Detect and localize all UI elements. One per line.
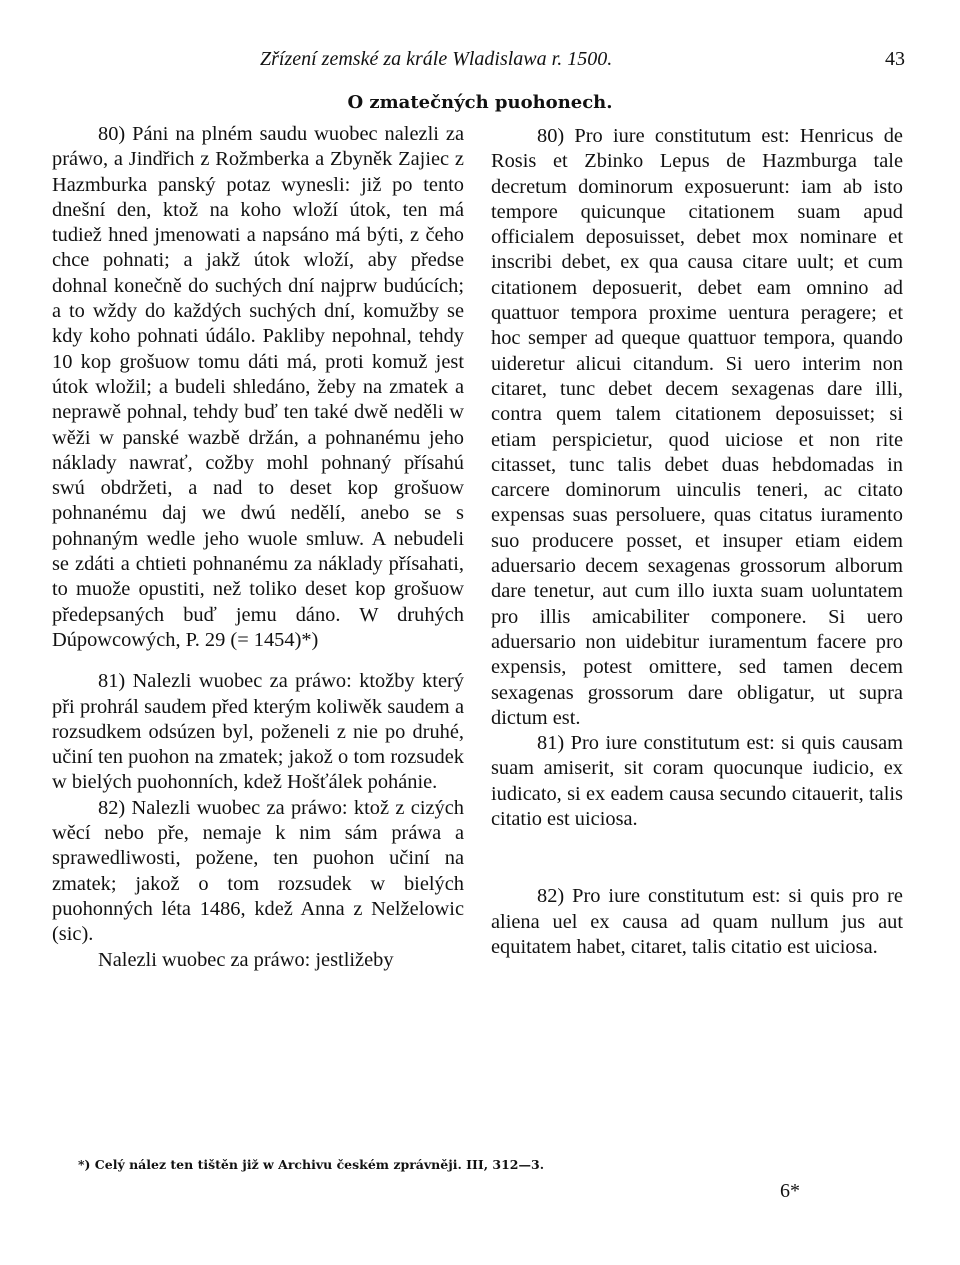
czech-article-82: 82) Nalezli wuobec za práwo: ktož z cizých wěcí nebo pře, nemaje k nim sám práwa a sprawedliwosti, požene, ten puohon učiní na zmatek; jakož o tom rozsudek w bielých puohonných léta 1486, kdež Anna z Nelželowic (sic). — [52, 796, 464, 946]
czech-column — [52, 122, 464, 973]
latin-article-81: 81) Pro iure constitutum est: si quis causam suam amiserit, sit coram quocunque iudicio, ex iudicato, si ex eadem causa secundo citauerit, talis citatio est uiciosa. — [491, 732, 903, 831]
latin-column — [491, 124, 903, 960]
czech-article-81: 81) Nalezli wuobec za práwo: ktožby který při prohrál saudem před kterým koliwěk saudem a rozsudkem odsúzen byl, poženeli z nie po druhé, učiní ten puohon na zmatek; jakož o tom rozsudek w bielých puohonních, kdež Hošťálek pohánie. — [52, 670, 464, 794]
page-number: 43 — [885, 48, 905, 70]
page-header — [60, 48, 905, 76]
footnote: *) Celý nález ten tištěn již w Archivu českém zprávněji. III, 312—3. — [78, 1157, 545, 1172]
section-heading: O zmatečných puohonech. — [347, 92, 613, 113]
latin-article-80: 80) Pro iure constitutum est: Henricus de Rosis et Zbinko Lepus de Hazmburga tale decretum dominorum exposuerunt: iam ab isto tempore quicunque citationem suam apud officialem deposuisset, debet mox nominare et inscribi debet, ex qua causa citare uult; et cum citationem deposuerit, debet eam omnino ad quattuor tempora proxime uentura peragere; et hoc semper ad queque quattuor tempora, quando uideretur alicui citandum. Si uero interim non citaret, tunc debet decem sexagenas dare illi, contra quem talem citationem deposuisset; si etiam perspicietur, quod uiciose et non rite citasset, tunc talis debet duas hebdomadas in carcere dominorum uinculis teneri, ac citato expensas suas persoluere, quas citatus iuramento suo producere posset, et insuper etiam eidem aduersario decem sexagenas grossorum alborum dare tenetur, aut cum illo iuxta suam uoluntatem pro illis amicabiliter componere. Si uero aduersario non uidebitur iuramentum facere pro expensis, potest omittere, sed tamen decem sexagenas grossorum dare obligatur, ut supra dictum est. — [491, 125, 903, 729]
latin-article-82: 82) Pro iure constitutum est: si quis pro re aliena uel ex causa ad quam nullum jus aut equitatem habet, citaret, talis citatio est uiciosa. — [491, 885, 903, 958]
running-title: Zřízení zemské za krále Wladislawa r. 1500. — [260, 48, 613, 70]
czech-article-80: 80) Páni na plném saudu wuobec nalezli za práwo, a Jindřich z Rožmberka a Zbyněk Zajiec z Hazmburka panský potaz wynesli: již po tento dnešní den, ktož na koho wloží útok, ten má tudiež hned jmenowati a napsáno má býti, z čeho chce pohnati; a jakž útok wloží, aby předse dohnal konečně do suchých dní najprw budúcích; a to wždy do každých suchých dní, komužby se kdy koho pohnati údálo. Pakliby nepohnal, tehdy 10 kop grošuow tomu dáti má, proti komuž jest útok wložil; a budeli shledáno, žeby na zmatek a neprawě pohnal, tehdy buď ten také dwě neděli w wěži w panské wazbě držán, a pohnanému jeho náklady nawrať, cožby mohl pohnaný přísahú swú obdržeti, a nad to deset kop grošuow pohnanému daj we dwú nedělí, anebo se s pohnaným wedle jeho wuole smluw. A nebudeli se zdáti a chtieti pohnanému za náklady přísahati, to muože opustiti, než toliko deset kop grošuow předepsaných buď jemu dáno. W druhých Dúpowcowých, P. 29 (= 1454)*) — [52, 123, 464, 651]
signature-mark: 6* — [780, 1180, 800, 1202]
czech-article-next: Nalezli wuobec za práwo: jestližeby — [98, 948, 394, 971]
